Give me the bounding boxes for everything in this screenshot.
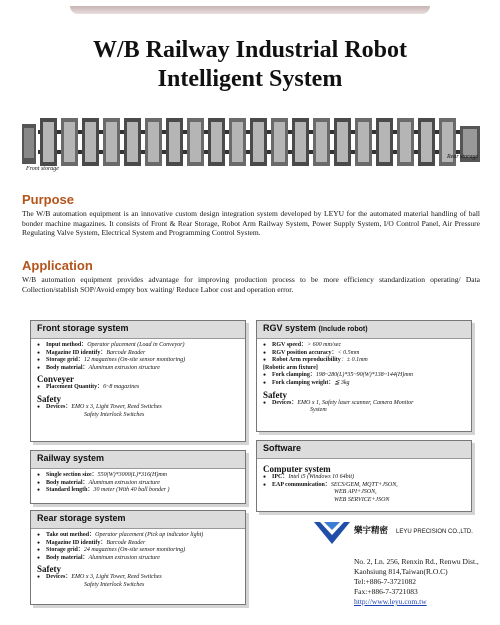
rail-unit-panel: [190, 122, 201, 162]
railway-panel: [30, 450, 246, 504]
fork-clamping: ● Fork clamping：198~280(L)*35~90(W)*138~144(H)mm: [263, 372, 465, 380]
placement-quantity: ● Placement Quantity：6~8 magazines: [37, 384, 239, 392]
rail-unit-panel: [400, 122, 411, 162]
computer-system-heading: Computer system: [263, 464, 331, 474]
website-link[interactable]: http://www.leyu.com.tw: [354, 597, 427, 606]
front-storage-caption: Front storage: [26, 166, 59, 172]
rail-unit-panel: [421, 122, 432, 162]
single-section-size: ● Single section size：550(W)*3000(L)*316(H)mm: [37, 472, 239, 480]
rear-storage-grid: ● Storage grid：24 magazines (On-site sensor monitoring): [37, 547, 239, 555]
eap-communication: ● EAP communication：SECS/GEM, MQTT+JSON, WEB API+JSON, WEB SERVICE+JSON: [263, 482, 465, 505]
rail-unit-panel: [148, 122, 159, 162]
application-heading: Application: [22, 258, 93, 273]
leyu-logo-icon: [312, 520, 352, 546]
robotic-arm-fixture-label: [Robotic arm fixture]: [263, 364, 318, 371]
page-title: [0, 36, 500, 94]
software-title: Software: [257, 441, 471, 459]
conveyer-heading: Conveyer: [37, 374, 74, 385]
address-line-2: Kaohsiung 814,Taiwan(R.O.C): [354, 567, 448, 576]
title-line-2: Intelligent System: [157, 66, 343, 92]
purpose-text: The W/B automation equipment is an innovative custom design integration system developed by LEYU for the automated material handling of ball bonder machine magazines. It consists of Front & Rear Storage, Robot Arm Railway System, Power Supply System, I/O Control Panel, Air Pressure Regulating Valve System, Electrical System and Programming Control System.: [22, 209, 480, 237]
front-magazine-id: ● Magazine ID identify：Barcode Reader: [37, 350, 239, 358]
address-line-1: No. 2, Ln. 256, Renxin Rd., Renwu Dist.,: [354, 557, 479, 566]
rail-unit-panel: [106, 122, 117, 162]
front-storage-list: [37, 342, 239, 372]
front-body-material: ● Body material：Aluminum extrusion structure: [37, 365, 239, 373]
rgv-safety-devices: ● Devices：EMO x 1, Safety laser scanner, Camera Monitor System: [263, 400, 465, 415]
rail-unit-panel: [64, 122, 75, 162]
rail-unit-panel: [169, 122, 180, 162]
railway-body-material: ● Body material：Aluminum extrusion structure: [37, 480, 239, 488]
purpose-heading: Purpose: [22, 192, 75, 207]
telephone: Tel:+886-7-3721082: [354, 577, 417, 586]
rail-unit-panel: [316, 122, 327, 162]
rear-take-out-method: ● Take out method：Operator placement (Pick up indicator light): [37, 532, 239, 540]
front-safety-devices: ● Devices：EMO x 3, Light Tower, Reed Switches Safety Interlock Switches: [37, 404, 239, 419]
rear-storage-caption: Rear storage: [447, 154, 479, 160]
fork-clamping-weight: ● Fork clamping weight：≦ 3kg: [263, 380, 465, 388]
company-name: [354, 524, 473, 536]
rgv-speed: ● RGV speed：> 600 mm/sec: [263, 342, 465, 350]
railway-title: Railway system: [31, 451, 245, 469]
rgv-title: RGV system (Include robot): [257, 321, 471, 339]
rail-unit-panel: [358, 122, 369, 162]
rail-unit-panel: [43, 122, 54, 162]
rail-unit-panel: [85, 122, 96, 162]
rear-safety-devices: ● Devices：EMO x 3, Light Tower, Reed Switches Safety Interlock Switches: [37, 574, 239, 589]
railway-system-illustration: [22, 114, 480, 170]
front-storage-grid: ● Storage grid：12 magazines (On-site sensor monitoring): [37, 357, 239, 365]
rail-unit-panel: [274, 122, 285, 162]
rear-storage-title: Rear storage system: [31, 511, 245, 529]
company-name-cn: 樂宇精密: [354, 525, 389, 535]
title-line-1: W/B Railway Industrial Robot: [92, 37, 408, 63]
rail-unit-panel: [232, 122, 243, 162]
rear-magazine-id: ● Magazine ID identify：Barcode Reader: [37, 540, 239, 548]
robot-arm-reproducibility: ● Robot Arm reproducibility：± 0.1mm: [263, 357, 465, 365]
front-input-method: ● Input method：Operator placement (Load in Conveyor): [37, 342, 239, 350]
software-panel: [256, 440, 472, 512]
rail-unit-panel: [211, 122, 222, 162]
rail-unit-panel: [127, 122, 138, 162]
rgv-position-accuracy: ● RGV position accuracy：< 0.5mm: [263, 350, 465, 358]
rail-unit-panel: [253, 122, 264, 162]
company-name-en: LEYU PRECISION CO.,LTD.: [396, 529, 473, 535]
standard-length: ● Standard length：30 meter (With 40 ball bonder ): [37, 487, 239, 495]
fax: Fax:+886-7-3721083: [354, 587, 418, 596]
rail-unit-panel: [337, 122, 348, 162]
rgv-panel: [256, 320, 472, 432]
company-contact: [354, 557, 479, 607]
rgv-safety-heading: Safety: [263, 389, 287, 400]
rear-storage-panel: [30, 510, 246, 605]
rear-body-material: ● Body material：Aluminum extrusion structure: [37, 555, 239, 563]
rail-unit-panel: [379, 122, 390, 162]
rail-unit-panel: [295, 122, 306, 162]
front-storage-panel: [30, 320, 246, 442]
rear-safety-heading: Safety: [37, 564, 61, 575]
ipc-spec: ● IPC：Intel i5 (Windows 10 64bit): [263, 474, 465, 482]
header-ornament: [70, 6, 430, 14]
application-text: W/B automation equipment provides advantage for improving production process to be more efficiency standardization operating/ Data Collection/stablish SOP/Avoid empty box waiting/ Reduce Labor cost and operation error.: [22, 275, 480, 294]
front-storage-title: Front storage system: [31, 321, 245, 339]
front-safety-heading: Safety: [37, 393, 61, 404]
